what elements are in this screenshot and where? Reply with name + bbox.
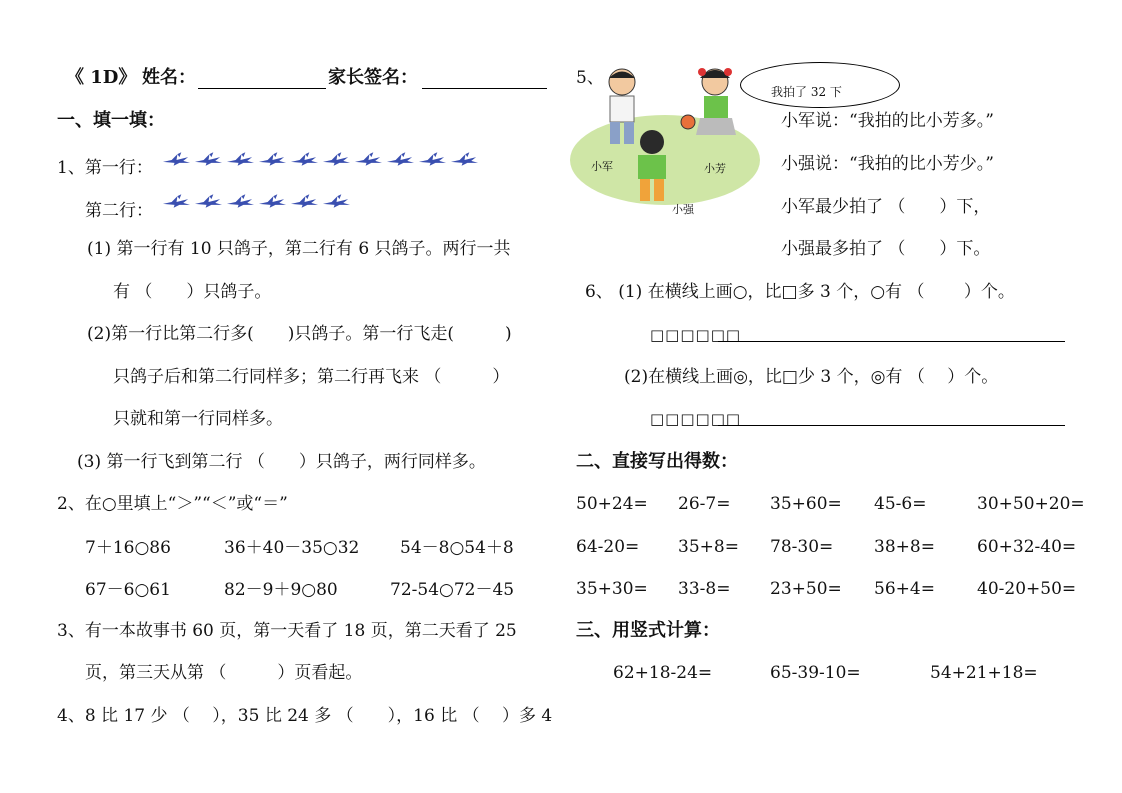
vertical-calc-3: 54+21+18= [930,663,1038,683]
q1-part3: (3) 第一行飞到第二行 （ ）只鸽子，两行同样多。 [77,452,486,472]
q1-part2-line1: (2)第一行比第二行多( )只鸽子。第一行飞走( ) [87,324,512,344]
section-3-title: 三、用竖式计算： [576,620,720,641]
name-label: 姓名： [142,67,196,88]
boy-center-shirt [638,155,666,179]
pigeon-icon [290,151,319,167]
q6-squares-1: □□□□□□ [650,326,742,344]
calc-item: 60+32-40= [977,537,1077,557]
boy-center-head [640,130,664,154]
parent-signature-label: 家长签名： [328,67,418,88]
boy-left-shirt [610,96,634,122]
calc-item: 35+30= [576,579,648,599]
speech-bubble-text: 我拍了 32 下 [771,85,842,99]
q1-part2-line3: 只就和第一行同样多。 [113,409,283,429]
q2-item-6: 72-54○72－45 [390,580,515,600]
q6-part2: (2)在横线上画◎，比□少 3 个，◎有 （ ）个。 [624,367,999,387]
q3-line1: 3、有一本故事书 60 页，第一天看了 18 页，第二天看了 25 [57,621,517,641]
calc-item: 23+50= [770,579,842,599]
q2-item-4: 67－6○61 [85,580,171,600]
bird-row-2 [162,193,351,209]
pigeon-icon [258,193,287,209]
q1-part1-line2: 有 （ ）只鸽子。 [113,282,272,302]
q1-row1-label: 1、第一行： [57,158,153,178]
q6-answer-line-2[interactable] [718,425,1065,426]
calc-item: 78-30= [770,537,834,557]
pigeon-icon [386,151,415,167]
pigeon-icon [418,151,447,167]
vertical-calc-1: 62+18-24= [613,663,713,683]
q6-squares-2: □□□□□□ [650,410,742,428]
ball-icon [681,115,695,129]
pigeon-icon [226,193,255,209]
calc-item: 35+60= [770,494,842,514]
q3-line2: 页，第三天从第 （ ）页看起。 [85,663,363,683]
q2-title: 2、在○里填上“＞”“＜”或“＝” [57,494,288,514]
q2-item-3: 54－8○54＋8 [400,538,514,558]
q5-line4: 小强最多拍了 （ ）下。 [781,239,991,259]
calc-item: 56+4= [874,579,935,599]
pigeon-icon [194,151,223,167]
pigeon-icon [162,193,191,209]
worksheet-code: 《 1D》 [66,67,137,88]
section-1-title: 一、填一填： [57,110,165,131]
q2-item-5: 82－9＋9○80 [224,580,338,600]
q5-line2: 小强说：“我拍的比小芳少。” [781,154,994,174]
calc-item: 30+50+20= [977,494,1085,514]
calc-item: 40-20+50= [977,579,1077,599]
section-2-title: 二、直接写出得数： [576,451,738,472]
calc-item: 35+8= [678,537,739,557]
speech-bubble [740,62,900,108]
q5-number: 5、 [576,68,604,88]
calc-item: 50+24= [576,494,648,514]
bird-row-1 [162,151,479,167]
kid-label-right: 小芳 [704,162,726,175]
calc-item: 26-7= [678,494,731,514]
kid-label-left: 小军 [591,160,613,173]
calc-item: 45-6= [874,494,927,514]
q2-item-1: 7＋16○86 [85,538,171,558]
parent-signature-field[interactable] [422,70,547,89]
q5-line3: 小军最少拍了 （ ）下， [781,197,991,217]
calc-item: 33-8= [678,579,731,599]
q1-row2-label: 第二行： [85,201,153,221]
kid-label-center: 小强 [672,203,694,216]
pigeon-icon [322,151,351,167]
calc-item: 38+8= [874,537,935,557]
pigeon-icon [290,193,319,209]
pigeon-icon [162,151,191,167]
calc-item: 64-20= [576,537,640,557]
pigeon-icon [258,151,287,167]
q1-part2-line2: 只鸽子后和第二行同样多；第二行再飞来 （ ） [113,367,510,387]
name-field[interactable] [198,70,326,89]
q5-line1: 小军说：“我拍的比小芳多。” [781,111,994,131]
q2-item-2: 36＋40－35○32 [224,538,360,558]
girl-shirt [704,96,728,118]
q4: 4、8 比 17 少 （ ），35 比 24 多 （ ），16 比 （ ）多 4 [57,706,553,726]
pigeon-icon [322,193,351,209]
pigeon-icon [194,193,223,209]
pigeon-icon [354,151,383,167]
pigeon-icon [226,151,255,167]
q6-part1: 6、 (1) 在横线上画○，比□多 3 个，○有 （ ）个。 [585,282,1015,302]
pigeon-icon [450,151,479,167]
vertical-calc-2: 65-39-10= [770,663,861,683]
q1-part1-line1: (1) 第一行有 10 只鸽子，第二行有 6 只鸽子。两行一共 [87,239,511,259]
q6-answer-line-1[interactable] [718,341,1065,342]
